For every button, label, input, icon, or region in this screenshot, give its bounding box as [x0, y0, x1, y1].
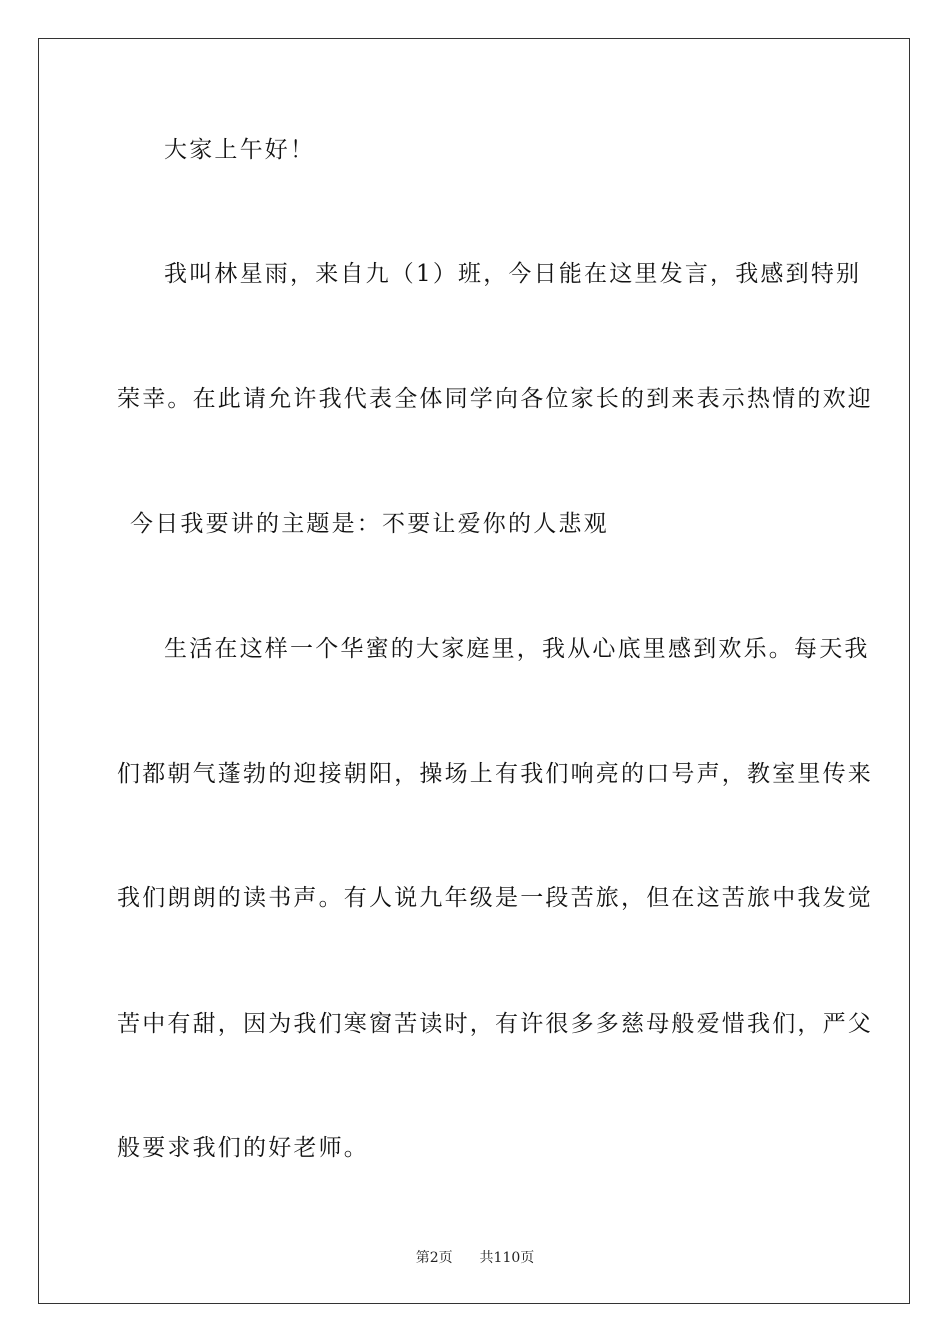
text-line-2: 荣幸。在此请允许我代表全体同学向各位家长的到来表示热情的欢迎	[117, 386, 873, 412]
page-number: 第2页	[415, 1250, 453, 1266]
text-line-4: 们都朝气蓬勃的迎接朝阳，操场上有我们响亮的口号声，教室里传来	[117, 761, 873, 787]
text-line-1: 我叫林星雨，来自九（1）班，今日能在这里发言，我感到特别	[164, 261, 862, 287]
text-line-greeting: 大家上午好！	[164, 137, 316, 163]
text-line-5: 我们朗朗的读书声。有人说九年级是一段苦旅，但在这苦旅中我发觉	[117, 885, 873, 911]
page-frame	[38, 38, 910, 1304]
text-line-6: 苦中有甜，因为我们寒窗苦读时，有许很多多慈母般爱惜我们，严父	[117, 1011, 873, 1037]
total-pages: 共110页	[479, 1250, 535, 1266]
text-line-7: 般要求我们的好老师。	[117, 1135, 369, 1161]
text-line-topic: 今日我要讲的主题是：不要让爱你的人悲观	[130, 511, 609, 537]
text-line-3: 生活在这样一个华蜜的大家庭里，我从心底里感到欢乐。每天我	[164, 636, 870, 662]
page-footer	[0, 1247, 950, 1267]
